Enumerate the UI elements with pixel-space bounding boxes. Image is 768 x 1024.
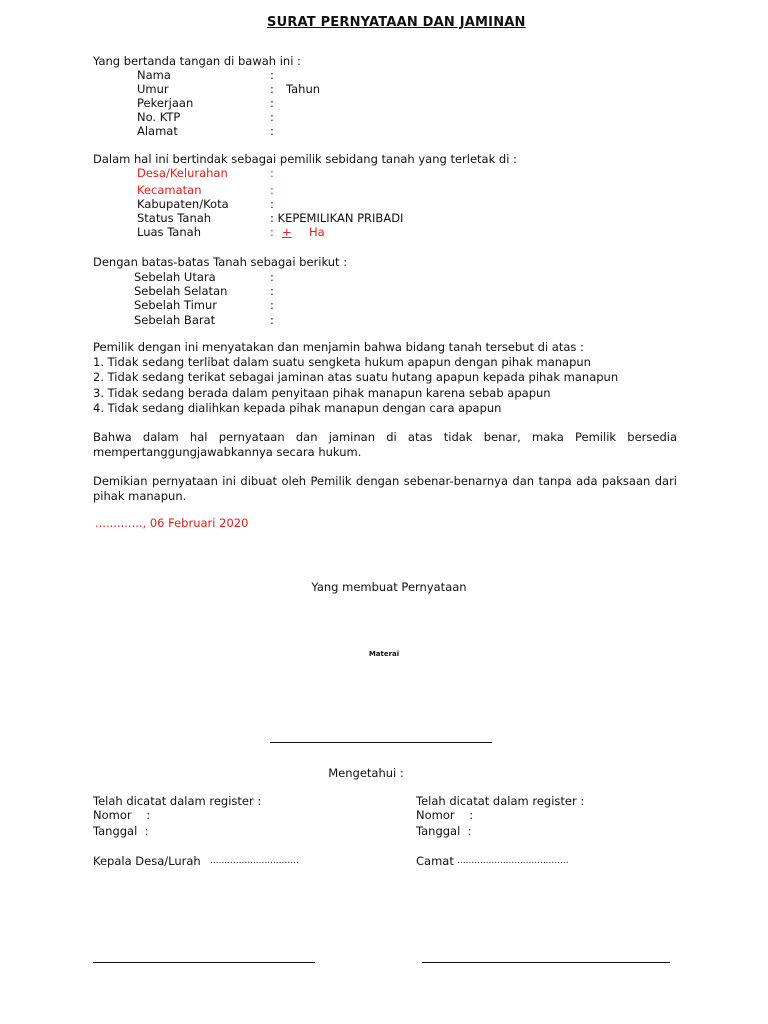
guarantee-item: 2. Tidak sedang terikat sebagai jaminan atas suatu hutang apapun kepada pihak manapun: [93, 370, 619, 384]
land-label-status: Status Tanah: [137, 211, 212, 225]
identity-value-umur: Tahun: [286, 82, 321, 96]
land-label-desa: Desa/Kelurahan: [137, 166, 228, 180]
guarantee-item: 4. Tidak sedang dialihkan kepada pihak manapun dengan cara apapun: [93, 401, 502, 415]
left-nomor: Nomor :: [93, 808, 151, 822]
date-line: ............., 06 Februari 2020: [95, 516, 249, 530]
signer-heading: Yang membuat Pernyataan: [311, 580, 467, 594]
border-label-utara: Sebelah Utara: [134, 270, 216, 284]
land-plus-sign: +: [282, 225, 292, 239]
document-title: SURAT PERNYATAAN DAN JAMINAN: [267, 15, 526, 30]
guarantee-item: 1. Tidak sedang terlibat dalam suatu sengketa hukum apapun dengan pihak manapun: [93, 355, 591, 369]
identity-sep-ktp: :: [270, 110, 274, 124]
border-intro-text: Dengan batas-batas Tanah sebagai berikut :: [93, 255, 348, 269]
land-status-value: : KEPEMILIKAN PRIBADI: [270, 211, 404, 225]
identity-label-nama: Nama: [137, 68, 171, 82]
border-label-timur: Sebelah Timur: [134, 298, 218, 312]
identity-label-pekerjaan: Pekerjaan: [137, 96, 194, 110]
identity-sep-nama: :: [270, 68, 274, 82]
land-sep-luas: :: [270, 225, 274, 239]
border-sep-selatan: :: [270, 284, 274, 298]
border-sep-utara: :: [270, 270, 274, 284]
border-label-selatan: Sebelah Selatan: [134, 284, 228, 298]
stamp-label: Materai: [368, 650, 400, 658]
left-signature-line: [93, 962, 315, 963]
identity-sep-pekerjaan: :: [270, 96, 274, 110]
land-label-kabupaten: Kabupaten/Kota: [137, 197, 229, 211]
land-label-kecamatan: Kecamatan: [137, 183, 202, 197]
intro-text: Yang bertanda tangan di bawah ini :: [93, 54, 301, 68]
identity-label-umur: Umur: [137, 82, 169, 96]
left-tanggal: Tanggal :: [93, 824, 149, 838]
signature-line: [270, 742, 492, 743]
identity-label-alamat: Alamat: [137, 124, 178, 138]
left-registered: Telah dicatat dalam register :: [93, 794, 262, 808]
border-sep-timur: :: [270, 298, 274, 312]
border-label-barat: Sebelah Barat: [134, 313, 216, 327]
right-tanggal: Tanggal :: [416, 824, 472, 838]
guarantee-item: 3. Tidak sedang berada dalam penyitaan pihak manapun karena sebab apapun: [93, 386, 551, 400]
guarantee-intro-text: Pemilik dengan ini menyatakan dan menjamin bahwa bidang tanah tersebut di atas :: [93, 340, 584, 354]
identity-label-ktp: No. KTP: [137, 110, 181, 124]
right-official-title: Camat: [416, 854, 454, 868]
right-signature-line: [422, 962, 670, 963]
closing-paragraph: Demikian pernyataan ini dibuat oleh Pemilik dengan sebenar-benarnya dan tanpa ada paksaan dari pihak manapun.: [93, 474, 677, 503]
right-registered: Telah dicatat dalam register :: [416, 794, 585, 808]
left-official-title: Kepala Desa/Lurah: [93, 854, 201, 868]
border-sep-barat: :: [270, 313, 274, 327]
land-sep-kecamatan: :: [270, 183, 274, 197]
right-nomor: Nomor :: [416, 808, 474, 822]
land-intro-text: Dalam hal ini bertindak sebagai pemilik sebidang tanah yang terletak di :: [93, 152, 517, 166]
land-unit: Ha: [309, 225, 325, 239]
left-official-dots: ...............................: [210, 856, 299, 866]
identity-sep-alamat: :: [270, 124, 274, 138]
acknowledge-heading: Mengetahui :: [328, 766, 404, 780]
identity-sep-umur: :: [270, 82, 274, 96]
land-sep-desa: :: [270, 166, 274, 180]
land-label-luas: Luas Tanah: [137, 225, 201, 239]
right-official-dots: .......................................: [457, 856, 569, 866]
land-sep-kabupaten: :: [270, 197, 274, 211]
liability-paragraph: Bahwa dalam hal pernyataan dan jaminan di atas tidak benar, maka Pemilik bersedia mempertanggungjawabkannya secara hukum.: [93, 430, 677, 459]
